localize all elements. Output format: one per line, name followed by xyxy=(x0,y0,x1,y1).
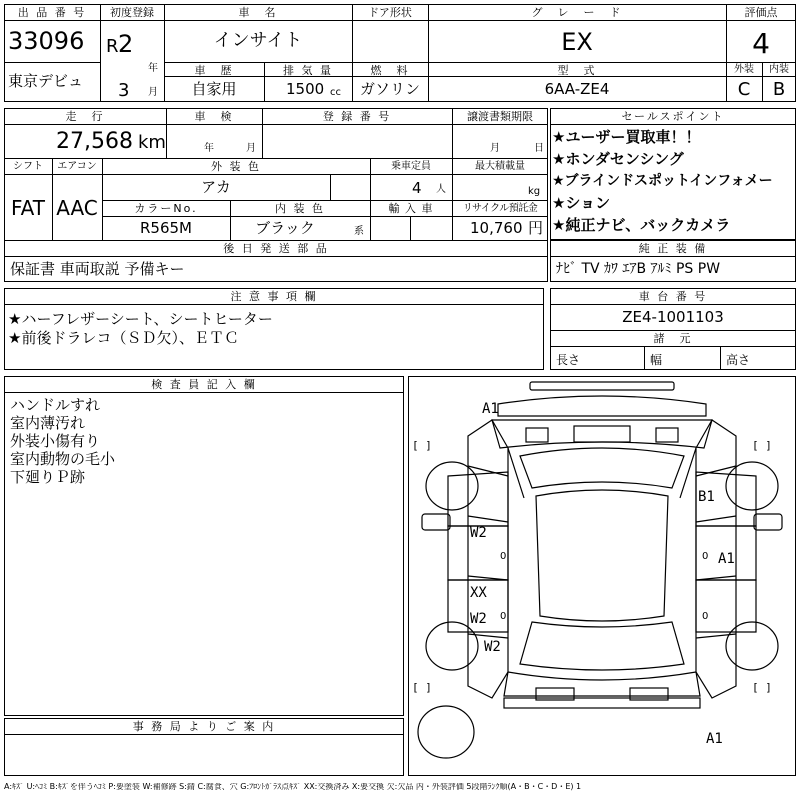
exterior-header: 外装 xyxy=(734,64,754,75)
damage-mark-rear-bumper: A1 xyxy=(706,731,723,747)
capacity-value: 4 xyxy=(412,179,422,197)
car-name: インサイト xyxy=(213,30,303,51)
ext-color-value: アカ xyxy=(201,178,231,196)
inspector-note-2: 室内薄汚れ xyxy=(10,414,86,432)
transfer-day-unit: 日 xyxy=(534,143,544,154)
divider xyxy=(4,734,404,735)
divider xyxy=(164,62,796,63)
capacity-header: 乗車定員 xyxy=(391,161,431,172)
chassis-no-value: ZE4-1001103 xyxy=(622,308,724,326)
inspector-note-4: 室内動物の毛小 xyxy=(10,450,116,468)
divider xyxy=(330,174,331,200)
max-load-unit: kg xyxy=(528,186,541,197)
int-color-value: ブラック xyxy=(255,219,315,237)
divider xyxy=(4,158,548,159)
later-parts-header: 後 日 発 送 部 品 xyxy=(223,242,329,255)
interior-grade: B xyxy=(772,79,786,100)
interior-header: 内装 xyxy=(769,64,789,75)
mileage-value: 27,568 xyxy=(56,129,133,154)
divider xyxy=(550,330,796,331)
genuine-equipment-value: ﾅﾋﾞ TV ｶﾜ ｴｱB ｱﾙﾐ PS PW xyxy=(556,261,721,277)
displacement-value: 1500 xyxy=(286,80,325,98)
lot-number: 33096 xyxy=(8,27,85,55)
chassis-no-header: 車 台 番 号 xyxy=(638,290,708,303)
divider xyxy=(4,256,548,257)
year-unit: 年 xyxy=(148,63,158,74)
dim-length-label: 長さ xyxy=(556,353,581,367)
divider xyxy=(4,20,726,21)
zero-mark: 0 xyxy=(702,551,709,562)
first-reg-header: 初度登録 xyxy=(110,6,154,19)
sales-point-4: ★ション xyxy=(552,194,611,212)
car-diagram xyxy=(408,376,796,776)
sales-points-header: セールスポイント xyxy=(621,110,725,123)
fuel-header: 燃 料 xyxy=(370,64,410,77)
int-color-header: 内 装 色 xyxy=(275,202,325,215)
divider xyxy=(102,216,548,217)
reg-year: 2 xyxy=(118,30,134,58)
recycle-unit: 円 xyxy=(528,219,544,237)
inspector-note-5: 下廻りＰ跡 xyxy=(10,468,86,486)
divider xyxy=(4,62,100,63)
era-letter: R xyxy=(106,36,119,57)
divider xyxy=(550,124,796,125)
lot-no-header: 出 品 番 号 xyxy=(17,6,87,19)
displacement-header: 排 気 量 xyxy=(283,64,333,77)
bracket-right-top: [ ] xyxy=(752,439,772,452)
divider xyxy=(100,4,101,102)
divider xyxy=(102,200,548,201)
aircon-value: AAC xyxy=(56,196,98,220)
footer-legend: A:ｷｽﾞ U:ﾍｺﾐ B:ｷｽﾞを伴うﾍｺﾐ P:要塗装 W:補修跡 S:錆 C:腐食、穴 G:ﾌﾛﾝﾄｶﾞﾗｽ点ｷｽﾞ XX:交換済み X:要交換 欠:欠品 内・外装評価 5段階ﾗﾝｸ順(A・B・C・D・E) 1 xyxy=(4,783,582,791)
shift-value: FAT xyxy=(10,196,45,220)
door-type-header: ドア形状 xyxy=(368,6,412,19)
sales-point-2: ★ホンダセンシング xyxy=(552,150,684,168)
grade-value: EX xyxy=(561,28,593,56)
inspection-year-unit: 年 xyxy=(204,143,214,154)
caution-note-1: ★ハーフレザーシート、シートヒーター xyxy=(8,310,273,328)
divider xyxy=(4,304,544,305)
mileage-header: 走 行 xyxy=(65,110,105,123)
dim-height-label: 高さ xyxy=(726,353,751,367)
sales-point-3: ★ブラインドスポットインフォメー xyxy=(552,173,773,189)
history-header: 車 歴 xyxy=(194,64,234,77)
color-no-value: R565M xyxy=(140,219,192,237)
bracket-left-top: [ ] xyxy=(412,439,432,452)
divider xyxy=(720,346,721,370)
grade-header: グ レ ー ド xyxy=(531,6,623,19)
max-load-header: 最大積載量 xyxy=(475,161,525,172)
int-color-suffix: 系 xyxy=(354,226,364,237)
divider xyxy=(4,174,548,175)
divider xyxy=(550,346,796,347)
zero-mark: 0 xyxy=(702,611,709,622)
transfer-deadline-header: 譲渡書類期限 xyxy=(467,110,533,123)
damage-mark-right-front-door: A1 xyxy=(718,551,735,567)
damage-mark-roof-front: A1 xyxy=(482,401,499,417)
genuine-equipment-header: 純 正 装 備 xyxy=(638,242,708,255)
inspector-note-1: ハンドルすれ xyxy=(10,396,101,414)
damage-mark-right-front-fender: B1 xyxy=(698,489,715,505)
score-value: 4 xyxy=(752,27,770,60)
divider xyxy=(4,124,548,125)
dim-width-label: 幅 xyxy=(650,353,663,367)
recycle-fee: 10,760 xyxy=(470,219,523,237)
recycle-header: リサイクル預託金 xyxy=(462,203,538,214)
fuel-value: ガソリン xyxy=(359,80,420,98)
divider xyxy=(644,346,645,370)
auction-region: 東京デビュ xyxy=(8,72,84,90)
divider xyxy=(164,76,796,77)
divider xyxy=(550,304,796,305)
inspector-header: 検 査 員 記 入 欄 xyxy=(151,378,257,391)
bracket-left-bottom: [ ] xyxy=(412,681,432,694)
exterior-grade: C xyxy=(737,79,751,100)
color-no-header: カラーNo. xyxy=(134,202,198,215)
model-code-value: 6AA-ZE4 xyxy=(544,80,610,98)
displacement-unit: cc xyxy=(330,87,341,98)
caution-note-2: ★前後ドラレコ（ＳＤ欠）、ＥＴＣ xyxy=(8,329,239,347)
zero-mark: 0 xyxy=(500,611,507,622)
damage-mark-left-front-door: W2 xyxy=(470,525,487,541)
zero-mark: 0 xyxy=(500,551,507,562)
damage-mark-left-rear-fender: W2 xyxy=(484,639,501,655)
transfer-month-unit: 月 xyxy=(490,143,500,154)
car-name-header: 車 名 xyxy=(238,6,278,19)
later-parts-value: 保証書 車両取説 予備キー xyxy=(10,260,185,278)
divider xyxy=(410,216,411,240)
divider xyxy=(550,256,796,257)
inspection-header: 車 検 xyxy=(194,110,234,123)
sales-point-5: ★純正ナビ、バックカメラ xyxy=(552,216,731,234)
reg-month: 3 xyxy=(118,80,130,101)
caution-header: 注 意 事 項 欄 xyxy=(230,290,318,303)
damage-mark-left-rear-xx: XX xyxy=(470,585,487,601)
capacity-unit: 人 xyxy=(436,184,446,195)
history-value: 自家用 xyxy=(191,80,237,98)
aircon-header: エアコン xyxy=(57,161,97,172)
import-header: 輸 入 車 xyxy=(388,202,434,215)
mileage-unit: km xyxy=(138,132,166,153)
inspector-note-3: 外装小傷有り xyxy=(10,432,101,450)
ext-color-header: 外 装 色 xyxy=(211,160,261,173)
score-header: 評価点 xyxy=(744,6,778,19)
office-header: 事 務 局 よ り ご 案 内 xyxy=(132,720,276,733)
sales-point-1: ★ユーザー買取車！！ xyxy=(552,128,701,146)
dimensions-header: 諸 元 xyxy=(653,332,693,345)
divider xyxy=(726,20,796,21)
reg-no-header: 登 録 番 号 xyxy=(322,110,392,123)
shift-header: シフト xyxy=(13,161,43,172)
month-unit: 月 xyxy=(148,87,158,98)
damage-mark-left-rear-w: W2 xyxy=(470,611,487,627)
divider xyxy=(4,240,548,241)
divider xyxy=(4,392,404,393)
model-code-header: 型 式 xyxy=(557,64,597,77)
bracket-right-bottom: [ ] xyxy=(752,681,772,694)
inspection-month-unit: 月 xyxy=(246,143,256,154)
